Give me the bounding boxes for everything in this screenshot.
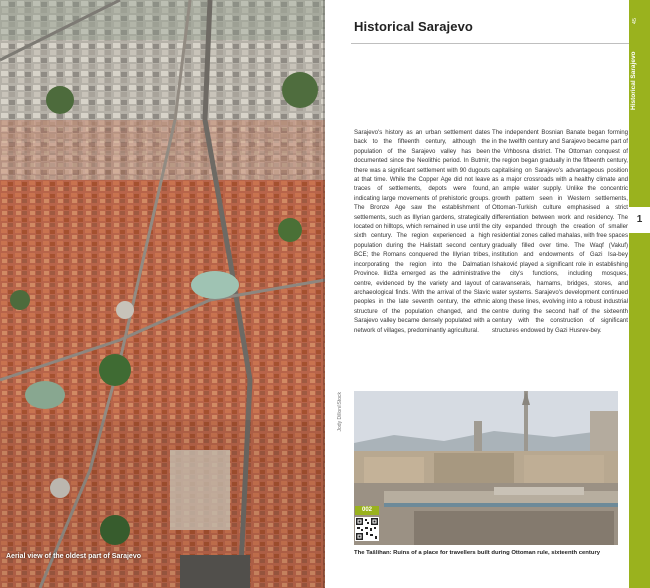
qr-code-block[interactable] [355,506,385,541]
page-title: Historical Sarajevo [354,19,473,34]
tasilhan-photo-caption: The Tašlihan: Ruins of a place for travellers built during Ottoman rule, sixteenth century [354,550,601,556]
qr-code-icon[interactable] [355,517,379,541]
photo-credit: Jody Dillon/iStock [337,392,343,432]
body-column-right: The independent Bosnian Banate began forming in the twelfth century and Sarajevo became part of the Vrhbosna district. The Ottoman conquest of the region began gradually in the fifteenth century, capitalising on Sarajevo's advantageous position as a major crossroads with a healthy climate and an ample water supply. Unlike the concentric growth pattern seen in Western settlements, Ottoman-Turkish culture emphasised a strict differentiation between work and residency. The city expanded through the creation of smaller residential zones called mahalas, with free spaces gradually filled over time. The Waqf (Vakuf) institution and endowments of Gazi Isa-bey Ishaković played a significant role in establishing the city's functions, including mosques, caravanserais, hamams, bridges, stores, and water systems. Sarajevo's development continued along these lines, evolving into a robust industrial centre during the second half of the sixteenth century with the construction of significant structures endowed by Gazi Husrev-bey. [492,129,628,334]
body-column-left: Sarajevo's history as an urban settlement dates back to the fifteenth century, although the population of the Sarajevo valley has been documented since the Neolithic period. In Butmir, there was a significant settlement with 90 dugouts at that time. While the Copper Age did not leave traces of settlements, depots were found, indicating large movements of prehistoric groups. The Bronze Age saw the establishment of settlements, such as Illyrian gardens, strategically located on hilltops, which remained in use until the sixth century. The region experienced a high population during the Halistatt second century BCE; the Romans conquered the Illyrian tribes, incorporating the region into the Dalmatian Province. Ilidža emerged as the administrative centre, evidenced by the variety and layout of archaeological finds. With the arrival of the Slavic peoples in the late seventh century, the ethnic structure of the population changed, and the Sarajevo valley became densely populated with a network of villages, predominantly agricultural. [354,129,490,334]
tasilhan-photo [354,391,618,545]
text-page [325,0,650,588]
aerial-photo-caption: Aerial view of the oldest part of Sarajevo [6,553,141,560]
chapter-marker: 1 [629,207,650,233]
side-tab-label: Historical Sarajevo [630,51,637,110]
title-divider [351,43,633,44]
qr-number-badge: 002 [355,506,379,515]
page-number: 45 [632,18,638,25]
tasilhan-photo-illustration [354,391,618,545]
